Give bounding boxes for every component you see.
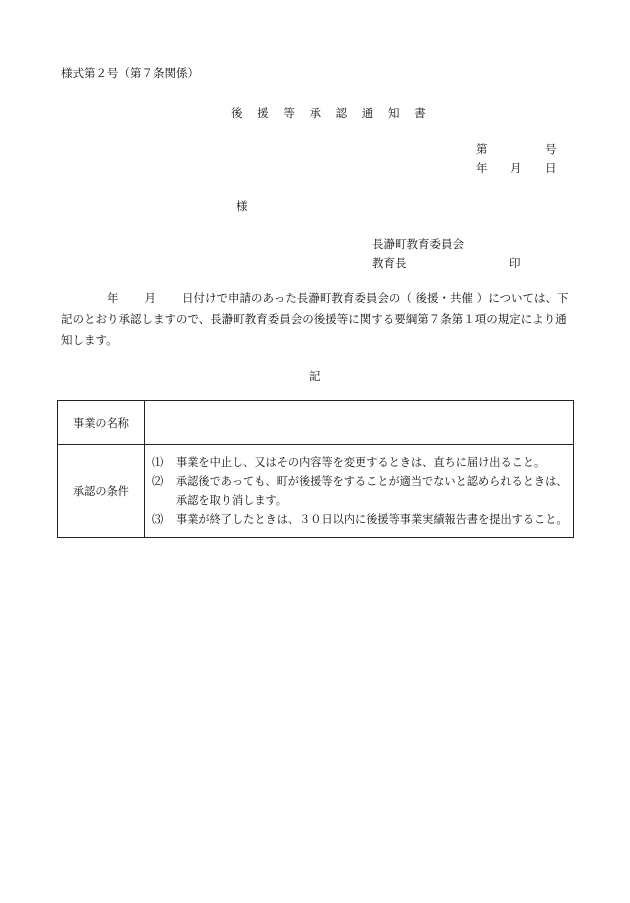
approval-conditions-label: 承認の条件: [58, 445, 145, 538]
event-name-value: [145, 401, 574, 445]
title-char: 後: [231, 106, 243, 120]
date-month-label: 月: [510, 161, 522, 175]
condition-text: 事業を中止し、又はその内容等を変更するときは、直ちに届け出ること。: [176, 456, 546, 469]
body-month: 月: [144, 291, 156, 305]
condition-item: [152, 472, 568, 510]
condition-number: ⑵: [152, 475, 164, 488]
body-text: 日付けで申請のあった長瀞町教育委員会の（ 後援・共催 ）については、下記のとおり承認しますので、長瀞町教育委員会の後援等に関する要綱第７条第１項の規定により通知します。: [61, 291, 569, 347]
details-table: [57, 400, 574, 538]
approval-conditions-cell: [145, 445, 574, 538]
event-name-label: 事業の名称: [58, 401, 145, 445]
seal-mark: 印: [509, 256, 521, 270]
number-label-dai: 第: [476, 142, 488, 156]
title-char: 等: [283, 106, 295, 120]
form-reference: 様式第２号（第７条関係）: [61, 66, 199, 80]
condition-text: 承認後であっても、町が後援等をすることが適当でないと認められるときは、承認を取り消します。: [176, 475, 568, 507]
title-char: 認: [335, 106, 348, 120]
date-year-label: 年: [476, 161, 488, 175]
title-char: 通: [361, 106, 374, 120]
body-paragraph: [61, 288, 573, 351]
document-title: [231, 105, 437, 121]
number-label-go: 号: [545, 142, 557, 156]
title-char: 承: [309, 106, 321, 120]
condition-text: 事業が終了したときは、３０日以内に後援等事業実績報告書を提出すること。: [176, 513, 568, 526]
title-char: 援: [257, 106, 269, 120]
condition-item: [152, 510, 568, 529]
sender-title: 教育長: [372, 256, 407, 270]
condition-item: [152, 453, 568, 472]
condition-number: ⑴: [152, 456, 164, 469]
body-year: 年: [107, 291, 119, 305]
sender-org: 長瀞町教育委員会: [372, 237, 464, 251]
ki-heading: 記: [309, 369, 321, 383]
title-char: 知: [387, 106, 400, 120]
title-char: 書: [414, 106, 426, 120]
condition-number: ⑶: [152, 513, 164, 526]
date-day-label: 日: [545, 161, 557, 175]
recipient-suffix: 様: [236, 199, 248, 213]
